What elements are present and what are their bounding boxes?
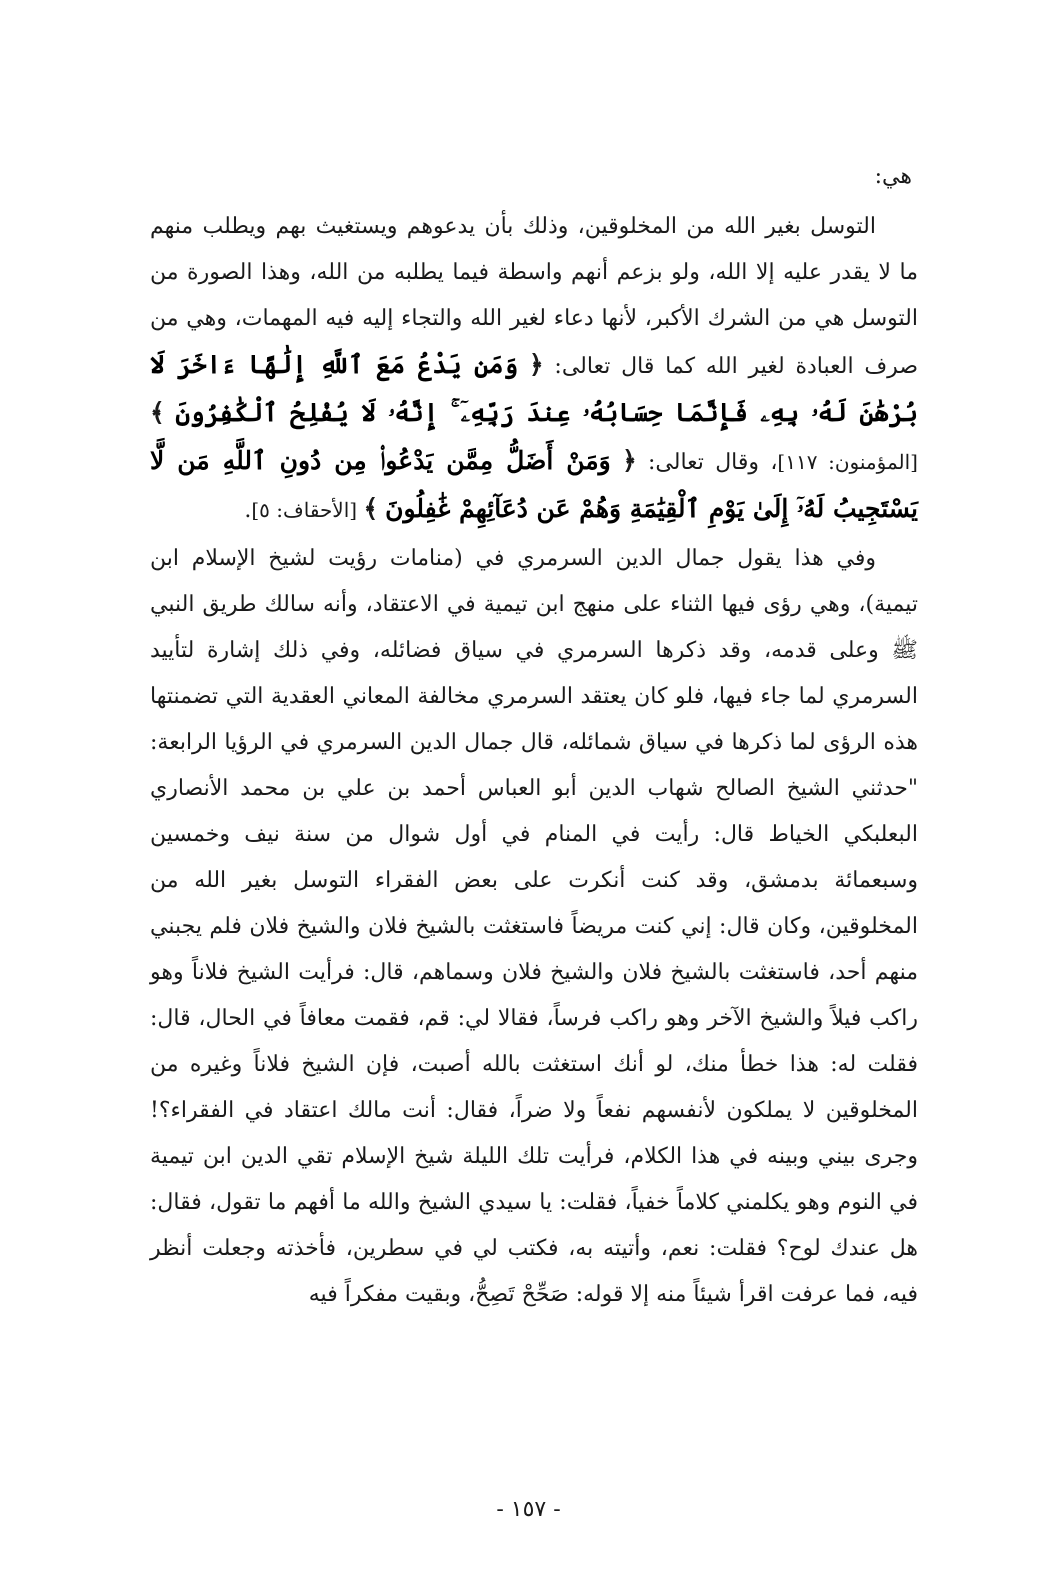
paragraph-tawassul	[150, 204, 918, 534]
verse-citation: [الأحقاف: ٥]	[251, 498, 364, 522]
verse-citation: [المؤمنون: ١١٧]	[777, 450, 918, 474]
verse-open-bracket: ﴿	[528, 350, 544, 379]
verse-close-bracket: ﴾	[363, 494, 379, 523]
verse-open-bracket: ﴿	[622, 446, 637, 475]
quran-verse-muminun: وَمَن يَدْعُ مَعَ ٱللَّهِ إِلَٰهًا ءَاخَرَ لَا بُرْهَٰنَ لَهُۥ بِهِۦ فَإِنَّمَا حِسَابُهُۥ عِندَ رَبِّهِۦٓ ۚ إِنَّهُۥ لَا يُفْلِحُ ٱلْكَٰفِرُونَ	[150, 350, 919, 427]
verse-close-bracket: ﴾	[150, 398, 165, 427]
section-heading: هي:	[874, 164, 912, 189]
page-number: - ١٥٧ -	[496, 1497, 561, 1522]
paragraph-text: .	[244, 498, 252, 523]
paragraph-text: ، وقال تعالى:	[636, 450, 778, 475]
paragraph-text: التوسل بغير الله من المخلوقين، وذلك بأن يدعوهم ويستغيث بهم ويطلب منهم ما لا يقدر عليه إلا الله، ولو بزعم أنهم واسطة فيما يطلبه من الله، وهذا الصورة من التوسل هي من الشرك الأكبر، لأنها دعاء لغير الله والتجاء إليه فيه المهمات، وهي من صرف العبادة لغير الله كما قال تعالى:	[150, 214, 919, 379]
quran-verse-ahqaf: وَمَنْ أَضَلُّ مِمَّن يَدْعُوا۟ مِن دُونِ ٱللَّهِ مَن لَّا يَسْتَجِيبُ لَهُۥٓ إِلَىٰ يَوْمِ ٱلْقِيَٰمَةِ وَهُمْ عَن دُعَآئِهِمْ غَٰفِلُونَ	[150, 446, 918, 523]
paragraph-sarmari-dream: وفي هذا يقول جمال الدين السرمري في (منامات رؤيت لشيخ الإسلام ابن تيمية)، وهي رؤى فيها الثناء على منهج ابن تيمية في الاعتقاد، وأنه سالك طريق النبي ﷺ وعلى قدمه، وقد ذكرها السرمري في سياق فضائله، وفي ذلك إشارة لتأييد السرمري لما جاء فيها، فلو كان يعتقد السرمري مخالفة المعاني العقدية التي تضمنتها هذه الرؤى لما ذكرها في سياق شمائله، قال جمال الدين السرمري في الرؤيا الرابعة: "حدثني الشيخ الصالح شهاب الدين أبو العباس أحمد بن علي بن محمد الأنصاري البعلبكي الخياط قال: رأيت في المنام في أول شوال من سنة نيف وخمسين وسبعمائة بدمشق، وقد كنت أنكرت على بعض الفقراء التوسل بغير الله من المخلوقين، وكان قال: إني كنت مريضاً فاستغثت بالشيخ فلان والشيخ فلان فلم يجبني منهم أحد، فاستغثت بالشيخ فلان والشيخ فلان وسماهم، قال: فرأيت الشيخ فلاناً وهو راكب فيلاً والشيخ الآخر وهو راكب فرساً، فقالا لي: قم، فقمت معافاً في الحال، قال: فقلت له: هذا خطأ منك، لو أنك استغثت بالله أصبت، فإن الشيخ فلاناً وغيره من المخلوقين لا يملكون لأنفسهم نفعاً ولا ضراً، فقال: أنت مالك اعتقاد في الفقراء؟! وجرى بيني وبينه في هذا الكلام، فرأيت تلك الليلة شيخ الإسلام تقي الدين ابن تيمية في النوم وهو يكلمني كلاماً خفياً، فقلت: يا سيدي الشيخ والله ما أفهم ما تقول، فقال: هل عندك لوح؟ فقلت: نعم، وأتيته به، فكتب لي في سطرين، فأخذته وجعلت أنظر فيه، فما عرفت اقرأ شيئاً منه إلا قوله: صَحِّحْ تَصِحُّ، وبقيت مفكراً فيه	[150, 546, 918, 1307]
page-body	[150, 150, 918, 1318]
